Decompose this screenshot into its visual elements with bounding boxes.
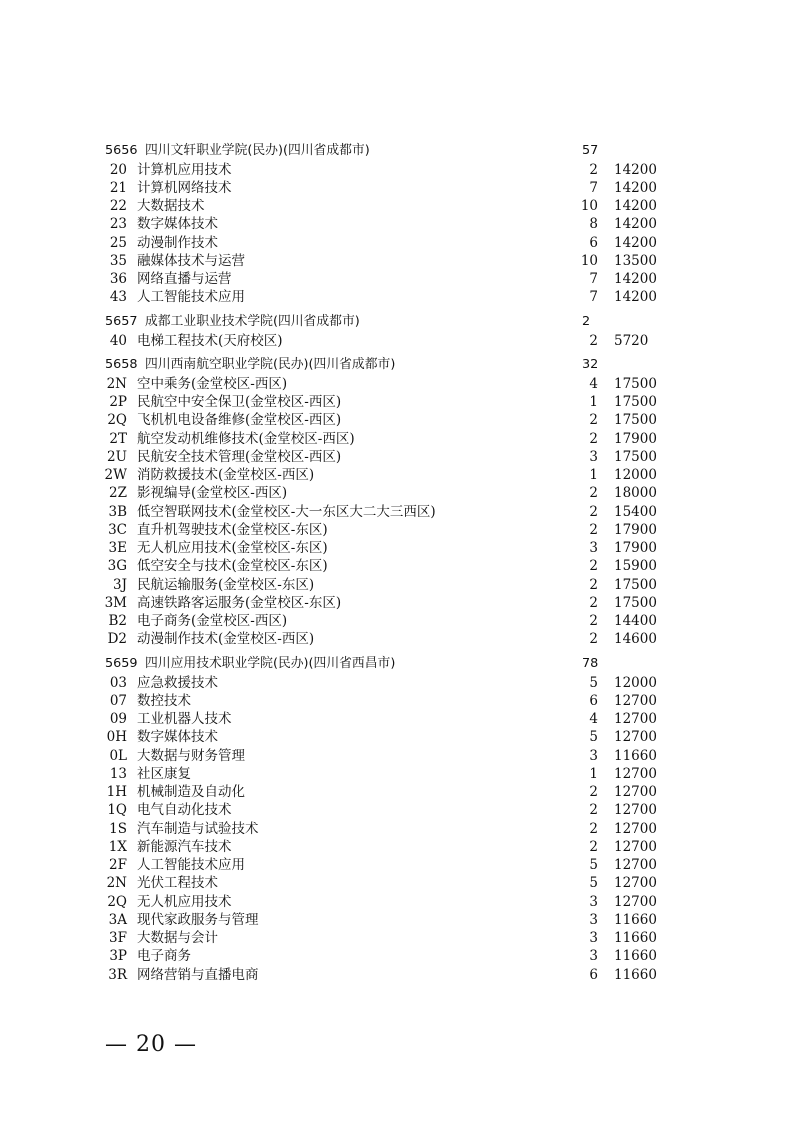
major-count: 2 xyxy=(589,412,598,429)
major-count: 2 xyxy=(589,503,598,520)
major-count: 4 xyxy=(589,711,598,727)
major-name: 动漫制作技术 xyxy=(137,234,218,251)
major-name: 电气自动化技术 xyxy=(137,802,232,819)
major-row xyxy=(0,692,800,710)
major-fee: 13500 xyxy=(614,252,657,269)
major-code: 2N xyxy=(106,375,127,392)
major-fee: 12700 xyxy=(614,857,657,873)
major-code: 25 xyxy=(109,234,127,251)
major-count: 2 xyxy=(589,576,598,593)
major-name: 人工智能技术应用 xyxy=(137,857,245,873)
major-count: 2 xyxy=(589,594,598,611)
major-code: 3F xyxy=(109,930,127,946)
major-name: 民航空中安全保卫(金堂校区-西区) xyxy=(137,394,342,410)
major-name: 工业机器人技术 xyxy=(137,711,232,727)
major-fee: 17500 xyxy=(614,412,657,429)
major-row xyxy=(0,765,800,783)
major-row xyxy=(0,484,800,502)
major-code: 1X xyxy=(108,838,127,855)
major-fee: 12700 xyxy=(614,765,657,782)
major-count: 5 xyxy=(589,857,598,873)
major-count: 3 xyxy=(589,540,598,556)
major-fee: 5720 xyxy=(614,332,649,349)
major-row xyxy=(0,503,800,521)
major-row xyxy=(0,234,800,252)
major-row xyxy=(0,747,800,765)
major-count: 5 xyxy=(589,875,598,892)
major-code: 20 xyxy=(109,161,127,178)
major-code: 2T xyxy=(109,430,127,447)
major-count: 2 xyxy=(589,802,598,819)
major-code: 2W xyxy=(104,467,127,483)
major-row xyxy=(0,801,800,819)
major-name: 直升机驾驶技术(金堂校区-东区) xyxy=(137,521,328,538)
major-name: 人工智能技术应用 xyxy=(137,289,245,306)
major-fee: 14200 xyxy=(614,216,657,233)
major-count: 3 xyxy=(589,911,598,928)
major-row xyxy=(0,270,800,288)
school-total: 32 xyxy=(582,357,599,373)
major-code: 3R xyxy=(108,966,127,983)
major-row xyxy=(0,710,800,728)
major-row xyxy=(0,393,800,411)
major-name: 消防救援技术(金堂校区-西区) xyxy=(137,467,315,483)
major-fee: 14200 xyxy=(614,198,657,214)
major-fee: 14200 xyxy=(614,161,657,178)
major-row xyxy=(0,911,800,929)
major-name: 数字媒体技术 xyxy=(137,216,218,233)
major-count: 5 xyxy=(589,729,598,746)
major-name: 光伏工程技术 xyxy=(137,875,218,892)
major-code: 40 xyxy=(109,332,127,349)
major-fee: 12700 xyxy=(614,838,657,855)
major-fee: 17900 xyxy=(614,430,657,447)
major-count: 10 xyxy=(580,198,598,214)
major-name: 高速铁路客运服务(金堂校区-东区) xyxy=(137,594,342,611)
major-code: 1Q xyxy=(107,802,127,819)
major-fee: 18000 xyxy=(614,485,657,502)
major-code: 2Q xyxy=(107,412,127,429)
major-count: 7 xyxy=(589,179,598,196)
major-fee: 11660 xyxy=(614,948,657,965)
major-code: 21 xyxy=(109,179,127,196)
major-count: 2 xyxy=(589,784,598,800)
major-name: 融媒体技术与运营 xyxy=(137,252,245,269)
major-count: 4 xyxy=(589,375,598,392)
major-code: 3M xyxy=(104,594,127,611)
major-code: 2N xyxy=(106,875,127,892)
major-name: 无人机应用技术(金堂校区-东区) xyxy=(137,540,328,556)
major-count: 10 xyxy=(580,252,598,269)
school-code: 5657 xyxy=(105,314,138,329)
major-row xyxy=(0,539,800,557)
major-count: 2 xyxy=(589,838,598,855)
major-row xyxy=(0,630,800,648)
major-row xyxy=(0,557,800,575)
school-header xyxy=(0,356,800,375)
major-fee: 17500 xyxy=(614,394,657,410)
major-name: 电子商务 xyxy=(137,948,191,965)
major-name: 社区康复 xyxy=(137,765,191,782)
major-name: 新能源汽车技术 xyxy=(137,838,232,855)
major-fee: 12700 xyxy=(614,820,657,837)
major-row xyxy=(0,783,800,801)
major-row xyxy=(0,820,800,838)
major-code: 3B xyxy=(108,503,127,520)
school-total: 2 xyxy=(582,314,591,329)
major-code: 22 xyxy=(109,198,127,214)
major-row xyxy=(0,576,800,594)
major-count: 3 xyxy=(589,448,598,465)
major-count: 6 xyxy=(589,966,598,983)
enrollment-plan-list xyxy=(0,142,800,984)
major-name: 数字媒体技术 xyxy=(137,729,218,746)
major-row xyxy=(0,332,800,350)
school-name: 成都工业职业技术学院(四川省成都市) xyxy=(145,314,360,329)
major-count: 3 xyxy=(589,893,598,910)
major-count: 2 xyxy=(589,521,598,538)
major-row xyxy=(0,594,800,612)
major-code: 3P xyxy=(109,948,127,965)
major-fee: 15400 xyxy=(614,503,657,520)
school-header xyxy=(0,142,800,161)
major-fee: 17500 xyxy=(614,375,657,392)
school-header xyxy=(0,655,800,674)
major-code: B2 xyxy=(108,613,127,629)
major-name: 大数据与财务管理 xyxy=(137,747,245,764)
major-name: 动漫制作技术(金堂校区-西区) xyxy=(137,631,315,648)
major-name: 数控技术 xyxy=(137,692,191,709)
major-code: 09 xyxy=(109,711,127,727)
school-name: 四川应用技术职业学院(民办)(四川省西昌市) xyxy=(145,656,396,671)
major-row xyxy=(0,874,800,892)
major-count: 7 xyxy=(589,271,598,287)
major-row xyxy=(0,215,800,233)
major-fee: 11660 xyxy=(614,911,657,928)
major-count: 1 xyxy=(589,467,598,483)
major-row xyxy=(0,179,800,197)
school-name: 四川西南航空职业学院(民办)(四川省成都市) xyxy=(145,357,396,373)
major-row xyxy=(0,966,800,984)
major-row xyxy=(0,448,800,466)
major-row xyxy=(0,466,800,484)
major-fee: 12700 xyxy=(614,893,657,910)
major-code: 2F xyxy=(109,857,127,873)
major-code: 13 xyxy=(109,765,127,782)
major-count: 2 xyxy=(589,430,598,447)
major-count: 8 xyxy=(589,216,598,233)
major-count: 6 xyxy=(589,234,598,251)
major-name: 无人机应用技术 xyxy=(137,893,232,910)
school-code: 5659 xyxy=(105,656,138,671)
major-count: 7 xyxy=(589,289,598,306)
major-fee: 12000 xyxy=(614,674,657,691)
major-row xyxy=(0,612,800,630)
major-count: 3 xyxy=(589,930,598,946)
major-fee: 12000 xyxy=(614,467,657,483)
major-count: 1 xyxy=(589,765,598,782)
major-code: 43 xyxy=(109,289,127,306)
major-fee: 14200 xyxy=(614,179,657,196)
major-fee: 12700 xyxy=(614,875,657,892)
major-code: 2P xyxy=(109,394,127,410)
major-row xyxy=(0,929,800,947)
major-code: 2Q xyxy=(107,893,127,910)
major-count: 2 xyxy=(589,820,598,837)
major-fee: 12700 xyxy=(614,711,657,727)
major-row xyxy=(0,411,800,429)
major-name: 大数据与会计 xyxy=(137,930,218,946)
major-name: 民航安全技术管理(金堂校区-西区) xyxy=(137,448,342,465)
major-row xyxy=(0,838,800,856)
major-name: 计算机应用技术 xyxy=(137,161,232,178)
major-fee: 12700 xyxy=(614,692,657,709)
major-name: 汽车制造与试验技术 xyxy=(137,820,259,837)
major-name: 航空发动机维修技术(金堂校区-西区) xyxy=(137,430,355,447)
major-count: 2 xyxy=(589,332,598,349)
major-fee: 14200 xyxy=(614,271,657,287)
major-code: 1S xyxy=(109,820,127,837)
major-fee: 15900 xyxy=(614,558,657,575)
major-fee: 12700 xyxy=(614,729,657,746)
major-row xyxy=(0,521,800,539)
major-row xyxy=(0,893,800,911)
major-fee: 17900 xyxy=(614,521,657,538)
major-code: 2Z xyxy=(109,485,127,502)
major-fee: 17500 xyxy=(614,448,657,465)
major-name: 电梯工程技术(天府校区) xyxy=(137,332,283,349)
major-row xyxy=(0,430,800,448)
major-fee: 12700 xyxy=(614,802,657,819)
major-name: 应急救援技术 xyxy=(137,674,218,691)
major-row xyxy=(0,288,800,306)
major-count: 3 xyxy=(589,747,598,764)
major-code: 35 xyxy=(109,252,127,269)
major-code: 3G xyxy=(107,558,127,575)
major-code: 3E xyxy=(108,540,127,556)
school-name: 四川文轩职业学院(民办)(四川省成都市) xyxy=(145,143,370,158)
major-name: 空中乘务(金堂校区-西区) xyxy=(137,375,288,392)
major-name: 电子商务(金堂校区-西区) xyxy=(137,613,288,629)
major-fee: 14600 xyxy=(614,631,657,648)
page-number: — 20 — xyxy=(105,1032,197,1057)
major-count: 3 xyxy=(589,948,598,965)
major-code: 3J xyxy=(112,576,127,593)
major-code: 2U xyxy=(107,448,127,465)
major-name: 现代家政服务与管理 xyxy=(137,911,259,928)
major-code: 3A xyxy=(108,911,127,928)
major-code: 07 xyxy=(109,692,127,709)
major-count: 6 xyxy=(589,692,598,709)
major-fee: 17900 xyxy=(614,540,657,556)
major-count: 2 xyxy=(589,485,598,502)
major-fee: 11660 xyxy=(614,930,657,946)
school-code: 5658 xyxy=(105,357,138,373)
major-name: 计算机网络技术 xyxy=(137,179,232,196)
major-fee: 17500 xyxy=(614,594,657,611)
major-name: 网络直播与运营 xyxy=(137,271,232,287)
major-code: D2 xyxy=(107,631,127,648)
major-code: 1H xyxy=(106,784,127,800)
school-header xyxy=(0,313,800,332)
major-fee: 17500 xyxy=(614,576,657,593)
major-count: 1 xyxy=(589,394,598,410)
major-name: 飞机机电设备维修(金堂校区-西区) xyxy=(137,412,342,429)
major-fee: 14200 xyxy=(614,289,657,306)
major-count: 2 xyxy=(589,558,598,575)
major-count: 2 xyxy=(589,631,598,648)
major-row xyxy=(0,674,800,692)
major-fee: 12700 xyxy=(614,784,657,800)
major-fee: 11660 xyxy=(614,747,657,764)
major-count: 5 xyxy=(589,674,598,691)
major-row xyxy=(0,375,800,393)
major-name: 网络营销与直播电商 xyxy=(137,966,259,983)
school-total: 78 xyxy=(582,656,599,671)
major-row xyxy=(0,252,800,270)
major-code: 03 xyxy=(109,674,127,691)
major-name: 大数据技术 xyxy=(137,198,205,214)
major-fee: 14400 xyxy=(614,613,657,629)
major-name: 民航运输服务(金堂校区-东区) xyxy=(137,576,315,593)
major-count: 2 xyxy=(589,613,598,629)
major-code: 0L xyxy=(109,747,127,764)
major-row xyxy=(0,856,800,874)
major-code: 23 xyxy=(109,216,127,233)
major-code: 36 xyxy=(109,271,127,287)
major-row xyxy=(0,728,800,746)
major-code: 0H xyxy=(106,729,127,746)
major-row xyxy=(0,197,800,215)
school-total: 57 xyxy=(582,143,599,158)
major-code: 3C xyxy=(108,521,127,538)
major-fee: 14200 xyxy=(614,234,657,251)
major-fee: 11660 xyxy=(614,966,657,983)
major-name: 低空安全与技术(金堂校区-东区) xyxy=(137,558,328,575)
major-name: 机械制造及自动化 xyxy=(137,784,245,800)
major-row xyxy=(0,947,800,965)
major-count: 2 xyxy=(589,161,598,178)
major-name: 影视编导(金堂校区-西区) xyxy=(137,485,288,502)
school-code: 5656 xyxy=(105,143,138,158)
major-row xyxy=(0,161,800,179)
major-name: 低空智联网技术(金堂校区-大一东区大二大三西区) xyxy=(137,503,436,520)
